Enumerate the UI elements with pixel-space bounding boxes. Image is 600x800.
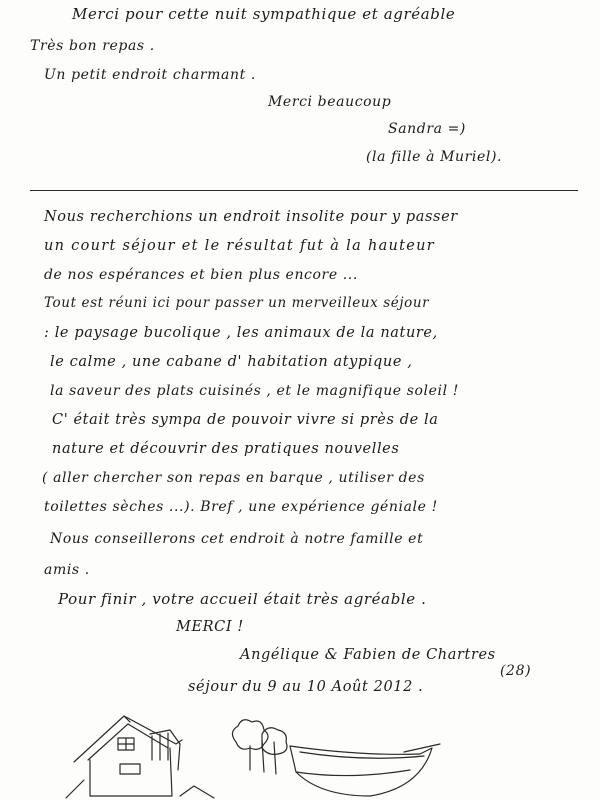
note2-line-6: le calme , une cabane d' habitation atypique , (50, 354, 413, 370)
note1-signature: Sandra =) (388, 121, 466, 137)
note1-line-1: Merci pour cette nuit sympathique et agréable (72, 5, 456, 23)
cabin-and-boat-sketch (0, 700, 600, 800)
note2-line-1: Nous recherchions un endroit insolite pour y passer (44, 209, 458, 225)
note2-line-11: toilettes sèches ...). Bref , une expérience géniale ! (44, 499, 438, 515)
note2-signature: Angélique & Fabien de Chartres (240, 647, 496, 663)
note2-line-10: ( aller chercher son repas en barque , utiliser des (42, 470, 425, 486)
note2-line-3: de nos espérances et bien plus encore ... (44, 267, 358, 283)
note2-merci: MERCI ! (176, 619, 244, 635)
note2-line-14: Pour finir , votre accueil était très agréable . (58, 590, 427, 608)
note2-line-12: Nous conseillerons cet endroit à notre famille et (50, 531, 424, 547)
note1-line-3: Un petit endroit charmant . (44, 67, 256, 83)
note2-signature-dept: (28) (500, 663, 532, 679)
note2-line-8: C' était très sympa de pouvoir vivre si près de la (52, 412, 439, 428)
note2-line-4: Tout est réuni ici pour passer un merveilleux séjour (44, 295, 430, 311)
note1-line-2: Très bon repas . (30, 38, 155, 54)
cabin-roof (74, 716, 182, 762)
note2-line-7: la saveur des plats cuisinés , et le magnifique soleil ! (50, 383, 459, 399)
note1-signature-note: (la fille à Muriel). (366, 149, 503, 165)
note2-line-5: : le paysage bucolique , les animaux de la nature, (44, 325, 438, 341)
note2-line-13: amis . (44, 562, 90, 578)
note2-line-9: nature et découvrir des pratiques nouvelles (52, 441, 400, 457)
note2-stay-dates: séjour du 9 au 10 Août 2012 . (188, 679, 424, 695)
note1-line-4: Merci beaucoup (268, 94, 392, 110)
section-divider (30, 190, 578, 191)
note2-line-2: un court séjour et le résultat fut à la hauteur (44, 238, 436, 254)
